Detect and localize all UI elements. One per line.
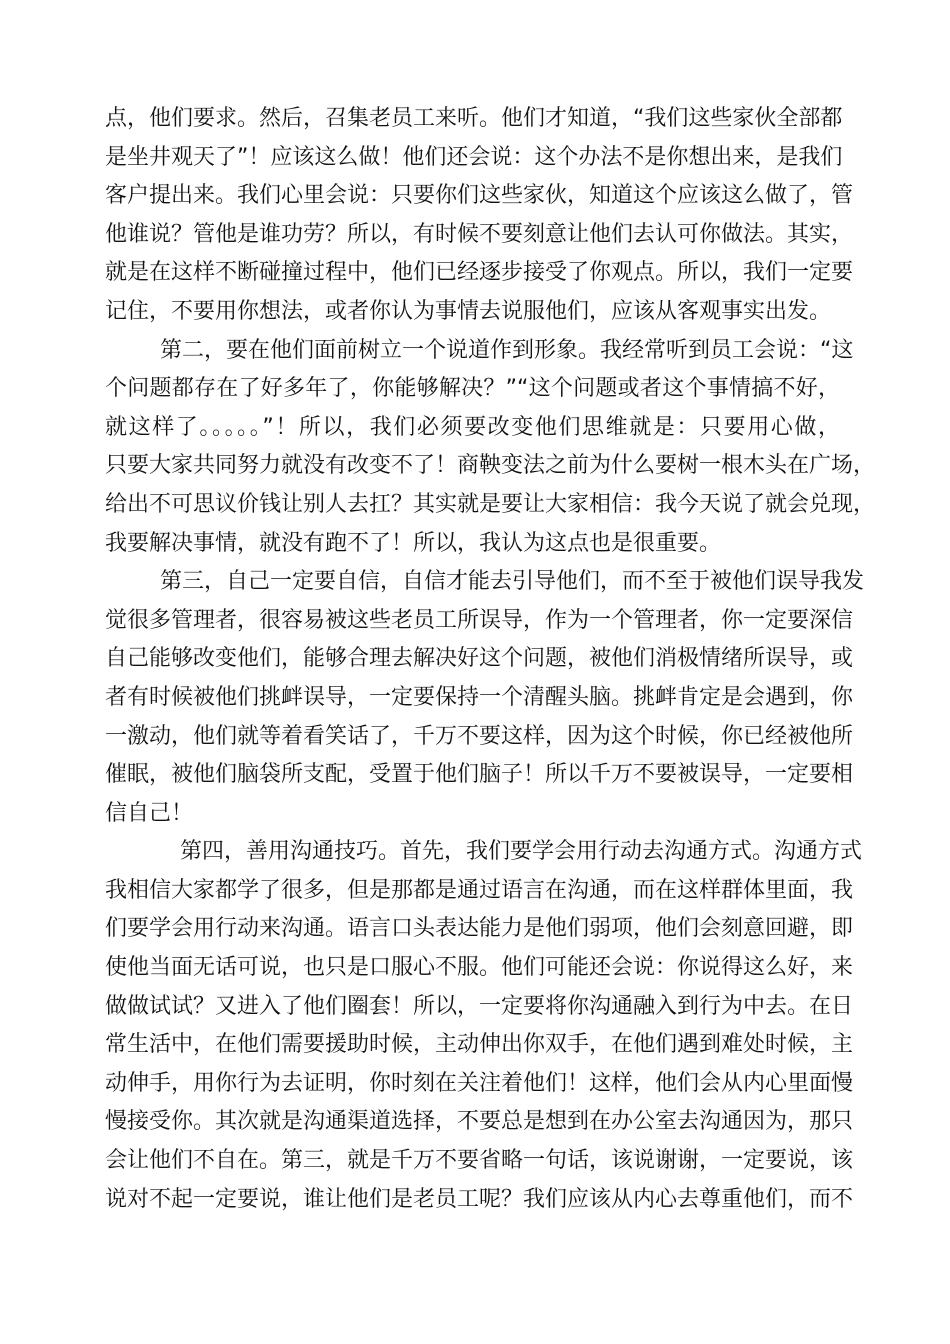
text-line: 动伸手，用你行为去证明，你时刻在关注着他们！这样，他们会从内心里面慢	[105, 1070, 854, 1096]
text-line: 第三，自己一定要自信，自信才能去引导他们，而不至于被他们误导我发	[160, 569, 865, 595]
text-line: 客户提出来。我们心里会说：只要你们这些家伙，知道这个应该这么做了，管	[105, 183, 854, 209]
text-line: 是坐井观天了”！应该这么做！他们还会说：这个办法不是你想出来，是我们	[105, 144, 843, 170]
paragraph-2	[105, 332, 876, 564]
text-line: 们要学会用行动来沟通。语言口头表达能力是他们弱项，他们会刻意回避，即	[105, 916, 854, 942]
text-line: 信自己！	[105, 800, 194, 826]
paragraph-4	[105, 833, 863, 1219]
text-line: 自己能够改变他们，能够合理去解决好这个问题，被他们消极情绪所误导，或	[105, 646, 854, 672]
text-line: 我要解决事情，就没有跑不了！所以，我认为这点也是很重要。	[105, 530, 722, 556]
text-line: 就是在这样不断碰撞过程中，他们已经逐步接受了你观点。所以，我们一定要	[105, 260, 854, 286]
text-line: 我相信大家都学了很多，但是那都是通过语言在沟通，而在这样群体里面，我	[105, 877, 854, 903]
text-line: 做做试试？又进入了他们圈套！所以，一定要将你沟通融入到行为中去。在日	[105, 993, 854, 1019]
text-line: 使他当面无话可说，也只是口服心不服。他们可能还会说：你说得这么好，来	[105, 955, 854, 981]
document-body	[105, 100, 876, 1219]
text-line: 第四，善用沟通技巧。首先，我们要学会用行动去沟通方式。沟通方式	[180, 839, 863, 865]
text-line: 只要大家共同努力就没有改变不了！商鞅变法之前为什么要树一根木头在广场，	[105, 453, 876, 479]
text-line: 一激动，他们就等着看笑话了，千万不要这样，因为这个时候，你已经被他所	[105, 723, 854, 749]
paragraph-1	[105, 100, 854, 332]
text-line: 觉很多管理者，很容易被这些老员工所误导，作为一个管理者，你一定要深信	[105, 607, 854, 633]
paragraph-3	[105, 563, 865, 833]
text-line: 催眠，被他们脑袋所支配，受置于他们脑子！所以千万不要被误导，一定要相	[105, 762, 854, 788]
text-line: 慢接受你。其次就是沟通渠道选择，不要总是想到在办公室去沟通因为，那只	[105, 1109, 854, 1135]
text-line: 他谁说？管他是谁功劳？所以，有时候不要刻意让他们去认可你做法。其实，	[105, 221, 854, 247]
text-line: 就这样了。。。。。”！所以，我们必须要改变他们思维就是：只要用心做，	[105, 414, 840, 440]
text-line: 给出不可思议价钱让别人去扛？其实就是要让大家相信：我今天说了就会兑现，	[105, 491, 876, 517]
text-line: 记住，不要用你想法，或者你认为事情去说服他们，应该从客观事实出发。	[105, 298, 832, 324]
text-line: 点，他们要求。然后，召集老员工来听。他们才知道，“我们这些家伙全部都	[105, 106, 843, 131]
text-line: 会让他们不自在。第三，就是千万不要省略一句话，该说谢谢，一定要说，该	[105, 1148, 854, 1174]
text-line: 第二，要在他们面前树立一个说道作到形象。我经常听到员工会说：“这	[160, 337, 854, 363]
text-line: 常生活中，在他们需要援助时候，主动伸出你双手，在他们遇到难处时候，主	[105, 1032, 854, 1058]
text-line: 说对不起一定要说，谁让他们是老员工呢？我们应该从内心去尊重他们，而不	[105, 1186, 854, 1212]
text-line: 个问题都存在了好多年了，你能够解决？”“这个问题或者这个事情搞不好，	[105, 376, 840, 402]
text-line: 者有时候被他们挑衅误导，一定要保持一个清醒头脑。挑衅肯定是会遇到，你	[105, 684, 854, 710]
